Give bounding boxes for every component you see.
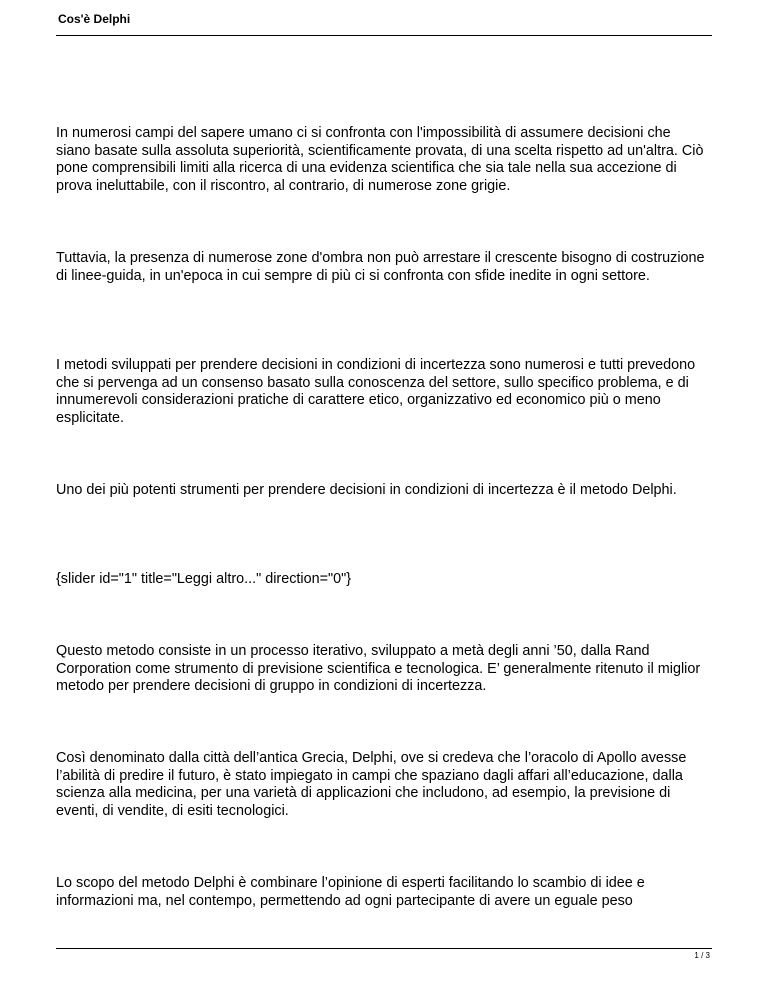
paragraph-3: I metodi sviluppati per prendere decisioni in condizioni di incertezza sono numerosi e tutti prevedono che si pervenga ad un consenso basato sulla conoscenza del settore, sullo specifico problema, e di innumerevoli considerazioni pratiche di carattere etico, organizzativo ed economico più o meno esplicitate. xyxy=(56,357,696,426)
paragraph-1: In numerosi campi del sapere umano ci si confronta con l'impossibilità di assumere decisioni che siano basate sulla assoluta superiorità, scientificamente provata, di una scelta rispetto ad un'altra. Ciò pone comprensibili limiti alla ricerca di una evidenza scientifica che sia tale nella sua accezione di prova ineluttabile, con il riscontro, al contrario, di numerose zone grigie. xyxy=(56,125,704,194)
document-title: Cos'è Delphi xyxy=(58,12,131,26)
page-footer xyxy=(56,948,712,960)
paragraph-7: Lo scopo del metodo Delphi è combinare l’opinione di esperti facilitando lo scambio di idee e informazioni ma, nel contempo, permettendo ad ogni partecipante di avere un eguale peso xyxy=(56,875,645,909)
paragraph-6: Così denominato dalla città dell’antica Grecia, Delphi, ove si credeva che l’oracolo di Apollo avesse l’abilità di predire il futuro, è stato impiegato in campi che spaziano dagli affari all’educazione, dalla scienza alla medicina, per una varietà di applicazioni che includono, ad esempio, la previsione di eventi, di vendite, di esiti tecnologici. xyxy=(56,750,687,819)
paragraph-2: Tuttavia, la presenza di numerose zone d'ombra non può arrestare il crescente bisogno di costruzione di linee-guida, in un'epoca in cui sempre di più ci si confronta con sfide inedite in ogni settore. xyxy=(56,250,705,284)
paragraph-4: Uno dei più potenti strumenti per prendere decisioni in condizioni di incertezza è il metodo Delphi. xyxy=(56,482,677,498)
page-number: 1 / 3 xyxy=(694,951,710,960)
paragraph-5: Questo metodo consiste in un processo iterativo, sviluppato a metà degli anni ’50, dalla Rand Corporation come strumento di previsione scientifica e tecnologica. E’ generalmente ritenuto il miglior metodo per prendere decisioni di gruppo in condizioni di incertezza. xyxy=(56,643,701,695)
slider-shortcode-text: {slider id="1" title="Leggi altro..." direction="0"} xyxy=(56,571,352,587)
page-header xyxy=(56,0,712,36)
